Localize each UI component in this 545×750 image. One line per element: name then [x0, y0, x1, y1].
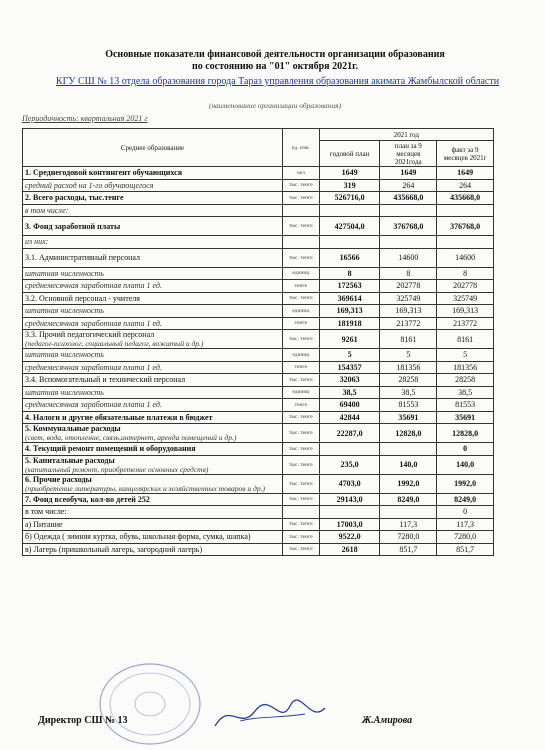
- unit-cell: тыс. тенге: [282, 543, 319, 556]
- header-indicator: Среднее образование: [23, 129, 283, 167]
- table-row: [23, 474, 494, 493]
- plan-9m-cell: 851,7: [380, 543, 437, 556]
- unit-cell: тыс. тенге: [282, 217, 319, 236]
- table-row: [23, 236, 494, 249]
- row-label-cell: [23, 518, 283, 531]
- plan-9m-cell: 376768,0: [380, 217, 437, 236]
- unit-cell: тенге: [282, 399, 319, 412]
- annual-plan-cell: 8: [319, 267, 380, 280]
- row-label: штатная численность: [25, 306, 104, 316]
- director-label: Директор СШ № 13: [38, 715, 128, 726]
- row-label-cell: [23, 361, 283, 374]
- row-label-cell: [23, 386, 283, 399]
- plan-9m-cell: 435668,0: [380, 192, 437, 205]
- row-label: штатная численность: [25, 350, 104, 360]
- row-label: штатная численность: [25, 387, 104, 397]
- row-sublabel: (педагог-психолог, социальный педагог, вожатый и др.): [25, 339, 204, 348]
- table-row: [23, 518, 494, 531]
- annual-plan-cell: 169,313: [319, 305, 380, 318]
- table-row: [23, 317, 494, 330]
- fact-9m-cell: 117,3: [437, 518, 494, 531]
- row-label-cell: [23, 493, 283, 506]
- row-label-cell: [23, 292, 283, 305]
- annual-plan-cell: 9261: [319, 330, 380, 349]
- unit-cell: единиц: [282, 349, 319, 362]
- fact-9m-cell: 213772: [437, 317, 494, 330]
- header-plan-9m: план за 9 месяцев 2021года: [380, 141, 437, 167]
- table-row: [23, 411, 494, 424]
- table-row: [23, 292, 494, 305]
- unit-cell: тыс. тенге: [282, 424, 319, 443]
- organization-name: КГУ СШ № 13 отдела образования города Тараз управления образования акимата Жамбылской области: [55, 76, 500, 87]
- table-row: [23, 192, 494, 205]
- annual-plan-cell: [319, 204, 380, 217]
- unit-cell: тенге: [282, 280, 319, 293]
- row-label: 4. Налоги и другие обязательные платежи в бюджет: [25, 412, 213, 422]
- table-row: [23, 217, 494, 236]
- plan-9m-cell: 213772: [380, 317, 437, 330]
- unit-cell: [282, 236, 319, 249]
- plan-9m-cell: 117,3: [380, 518, 437, 531]
- row-label-cell: [23, 411, 283, 424]
- row-label: из них:: [25, 237, 49, 247]
- annual-plan-cell: 42844: [319, 411, 380, 424]
- row-label: 3. Фонд заработной платы: [25, 221, 121, 231]
- row-label-cell: [23, 424, 283, 443]
- table-row: [23, 443, 494, 456]
- unit-cell: тыс. тенге: [282, 493, 319, 506]
- unit-cell: единиц: [282, 386, 319, 399]
- annual-plan-cell: 5: [319, 349, 380, 362]
- row-label: 4. Текущий ремонт помещений и оборудования: [25, 444, 196, 454]
- row-label-cell: [23, 305, 283, 318]
- unit-cell: тенге: [282, 361, 319, 374]
- plan-9m-cell: 7280,0: [380, 531, 437, 544]
- plan-9m-cell: 264: [380, 179, 437, 192]
- fact-9m-cell: 0: [437, 443, 494, 456]
- fact-9m-cell: 169,313: [437, 305, 494, 318]
- row-label-cell: [23, 543, 283, 556]
- plan-9m-cell: 1649: [380, 167, 437, 180]
- unit-cell: тыс. тенге: [282, 292, 319, 305]
- row-label-cell: [23, 280, 283, 293]
- row-label: 5. Капитальные расходы: [25, 455, 115, 465]
- table-row: [23, 267, 494, 280]
- plan-9m-cell: 325749: [380, 292, 437, 305]
- row-label: 2. Всего расходы, тыс.тенге: [25, 193, 124, 203]
- row-label: 7. Фонд всеобуча, кол-во детей 252: [25, 494, 150, 504]
- unit-cell: тыс. тенге: [282, 531, 319, 544]
- row-label: в том числе:: [25, 205, 69, 215]
- row-label-cell: [23, 317, 283, 330]
- row-label: среднемесячная заработная плата 1 ед.: [25, 400, 162, 410]
- fact-9m-cell: 1992,0: [437, 474, 494, 493]
- row-label: в) Лагерь (пришкольный лагерь, загородний лагерь): [25, 544, 203, 554]
- annual-plan-cell: 17003,0: [319, 518, 380, 531]
- table-row: [23, 330, 494, 349]
- row-label: средний расход на 1-го обучающегося: [25, 180, 154, 190]
- table-row: [23, 543, 494, 556]
- row-label-cell: [23, 506, 283, 519]
- fact-9m-cell: 181356: [437, 361, 494, 374]
- signer-name: Ж.Амирова: [362, 715, 413, 726]
- plan-9m-cell: [380, 204, 437, 217]
- unit-cell: тыс. тенге: [282, 330, 319, 349]
- unit-cell: единиц: [282, 267, 319, 280]
- annual-plan-cell: 29143,0: [319, 493, 380, 506]
- row-label-cell: [23, 192, 283, 205]
- table-row: [23, 374, 494, 387]
- financial-indicators-table: [22, 128, 494, 556]
- plan-9m-cell: 202778: [380, 280, 437, 293]
- table-row: [23, 280, 494, 293]
- signature-icon: [210, 696, 330, 736]
- row-label: среднемесячная заработная плата 1 ед.: [25, 362, 162, 372]
- fact-9m-cell: 264: [437, 179, 494, 192]
- fact-9m-cell: 12828,0: [437, 424, 494, 443]
- row-label-cell: [23, 443, 283, 456]
- fact-9m-cell: 7280,0: [437, 531, 494, 544]
- fact-9m-cell: 140,0: [437, 455, 494, 474]
- unit-cell: тыс. тенге: [282, 192, 319, 205]
- row-label-cell: [23, 349, 283, 362]
- annual-plan-cell: 319: [319, 179, 380, 192]
- row-label-cell: [23, 179, 283, 192]
- unit-cell: тыс. тенге: [282, 474, 319, 493]
- table-row: [23, 361, 494, 374]
- fact-9m-cell: 376768,0: [437, 217, 494, 236]
- plan-9m-cell: 1992,0: [380, 474, 437, 493]
- table-row: [23, 506, 494, 519]
- organization-note: (наименование организации образования): [208, 101, 342, 110]
- table-row: [23, 455, 494, 474]
- plan-9m-cell: [380, 236, 437, 249]
- row-label-cell: [23, 217, 283, 236]
- row-label: б) Одежда ( зимняя куртка, обувь, школьная форма, сумка, шапка): [25, 532, 251, 542]
- header-annual-plan: годовой план: [319, 141, 380, 167]
- row-label-cell: [23, 455, 283, 474]
- plan-9m-cell: 14600: [380, 248, 437, 267]
- fact-9m-cell: 325749: [437, 292, 494, 305]
- annual-plan-cell: 69400: [319, 399, 380, 412]
- unit-cell: тыс. тенге: [282, 374, 319, 387]
- fact-9m-cell: 38,5: [437, 386, 494, 399]
- fact-9m-cell: 14600: [437, 248, 494, 267]
- header-fact-9m: факт за 9 месяцев 2021г: [437, 141, 494, 167]
- plan-9m-cell: [380, 506, 437, 519]
- fact-9m-cell: 1649: [437, 167, 494, 180]
- table-row: [23, 248, 494, 267]
- fact-9m-cell: 0: [437, 506, 494, 519]
- annual-plan-cell: 172563: [319, 280, 380, 293]
- unit-cell: [282, 506, 319, 519]
- plan-9m-cell: 169,313: [380, 305, 437, 318]
- fact-9m-cell: [437, 204, 494, 217]
- fact-9m-cell: [437, 236, 494, 249]
- annual-plan-cell: 427504,0: [319, 217, 380, 236]
- fact-9m-cell: 35691: [437, 411, 494, 424]
- table-row: [23, 167, 494, 180]
- annual-plan-cell: [319, 506, 380, 519]
- fact-9m-cell: 81553: [437, 399, 494, 412]
- document-title-line2: по состоянию на "01" октября 2021г.: [191, 61, 358, 72]
- fact-9m-cell: 8161: [437, 330, 494, 349]
- periodicity: Периодичность: квартальная 2021 г: [22, 114, 148, 123]
- row-label: штатная численность: [25, 268, 104, 278]
- unit-cell: тыс. тенге: [282, 179, 319, 192]
- unit-cell: тыс. тенге: [282, 455, 319, 474]
- header-unit: ед. изм.: [282, 129, 319, 167]
- row-label: 3.4. Вспомогательный и технический персонал: [25, 375, 186, 385]
- plan-9m-cell: [380, 443, 437, 456]
- document-title-line1: Основные показатели финансовой деятельности организации образования: [105, 49, 445, 60]
- plan-9m-cell: 81553: [380, 399, 437, 412]
- table-row: [23, 424, 494, 443]
- unit-cell: тыс. тенге: [282, 411, 319, 424]
- fact-9m-cell: 435668,0: [437, 192, 494, 205]
- unit-cell: чел: [282, 167, 319, 180]
- row-sublabel: (свет, вода, отопление, связь,интернет, аренда помещений и др.): [25, 433, 237, 442]
- annual-plan-cell: [319, 443, 380, 456]
- row-label: 5. Коммунальные расходы: [25, 424, 121, 433]
- row-label-cell: [23, 374, 283, 387]
- unit-cell: тыс. тенге: [282, 443, 319, 456]
- row-label-cell: [23, 267, 283, 280]
- plan-9m-cell: 8161: [380, 330, 437, 349]
- annual-plan-cell: 181918: [319, 317, 380, 330]
- unit-cell: тыс. тенге: [282, 248, 319, 267]
- row-label-cell: [23, 330, 283, 349]
- annual-plan-cell: 1649: [319, 167, 380, 180]
- plan-9m-cell: 35691: [380, 411, 437, 424]
- plan-9m-cell: 28258: [380, 374, 437, 387]
- plan-9m-cell: 8249,0: [380, 493, 437, 506]
- annual-plan-cell: 4703,0: [319, 474, 380, 493]
- row-label: среднемесячная заработная плата 1 ед.: [25, 318, 162, 328]
- row-label-cell: [23, 167, 283, 180]
- plan-9m-cell: 5: [380, 349, 437, 362]
- unit-cell: [282, 204, 319, 217]
- row-label-cell: [23, 474, 283, 493]
- unit-cell: тенге: [282, 317, 319, 330]
- row-label: 3.2. Основной персонал - учителя: [25, 293, 140, 303]
- fact-9m-cell: 8249,0: [437, 493, 494, 506]
- table-row: [23, 179, 494, 192]
- row-label-cell: [23, 531, 283, 544]
- plan-9m-cell: 38,5: [380, 386, 437, 399]
- plan-9m-cell: 12828,0: [380, 424, 437, 443]
- row-label-cell: [23, 399, 283, 412]
- row-label: среднемесячная заработная плата 1 ед.: [25, 281, 162, 291]
- unit-cell: единиц: [282, 305, 319, 318]
- row-label: а) Питание: [25, 519, 63, 529]
- table-row: [23, 204, 494, 217]
- annual-plan-cell: 38,5: [319, 386, 380, 399]
- row-label: 3.3. Прочий педагогический персонал: [25, 330, 155, 339]
- table-row: [23, 493, 494, 506]
- plan-9m-cell: 181356: [380, 361, 437, 374]
- annual-plan-cell: 22287,0: [319, 424, 380, 443]
- plan-9m-cell: 140,0: [380, 455, 437, 474]
- row-label: в том числе:: [25, 507, 67, 517]
- table-row: [23, 349, 494, 362]
- table-row: [23, 531, 494, 544]
- fact-9m-cell: 202778: [437, 280, 494, 293]
- fact-9m-cell: 28258: [437, 374, 494, 387]
- annual-plan-cell: 32063: [319, 374, 380, 387]
- row-label-cell: [23, 236, 283, 249]
- annual-plan-cell: 154357: [319, 361, 380, 374]
- unit-cell: тыс. тенге: [282, 518, 319, 531]
- fact-9m-cell: 8: [437, 267, 494, 280]
- annual-plan-cell: 16566: [319, 248, 380, 267]
- header-year: 2021 год: [319, 129, 493, 141]
- annual-plan-cell: [319, 236, 380, 249]
- table-body: [23, 167, 494, 556]
- annual-plan-cell: 369614: [319, 292, 380, 305]
- row-label-cell: [23, 204, 283, 217]
- annual-plan-cell: 526716,0: [319, 192, 380, 205]
- row-label: 6. Прочие расходы: [25, 474, 92, 484]
- fact-9m-cell: 5: [437, 349, 494, 362]
- annual-plan-cell: 9522,0: [319, 531, 380, 544]
- table-row: [23, 386, 494, 399]
- annual-plan-cell: 235,0: [319, 455, 380, 474]
- fact-9m-cell: 851,7: [437, 543, 494, 556]
- row-label-cell: [23, 248, 283, 267]
- row-sublabel: (капитальный ремонт, приобретение основных средств): [25, 464, 209, 474]
- row-sublabel: (приобретение литературы, канцелярских и хозяйственных товаров и др.): [25, 483, 265, 493]
- annual-plan-cell: 2618: [319, 543, 380, 556]
- table-row: [23, 399, 494, 412]
- plan-9m-cell: 8: [380, 267, 437, 280]
- table-row: [23, 305, 494, 318]
- stamp-icon: [95, 660, 205, 748]
- row-label: 3.1. Административный персонал: [25, 253, 141, 262]
- row-label: 1. Среднегодовой контингент обучающихся: [25, 168, 183, 178]
